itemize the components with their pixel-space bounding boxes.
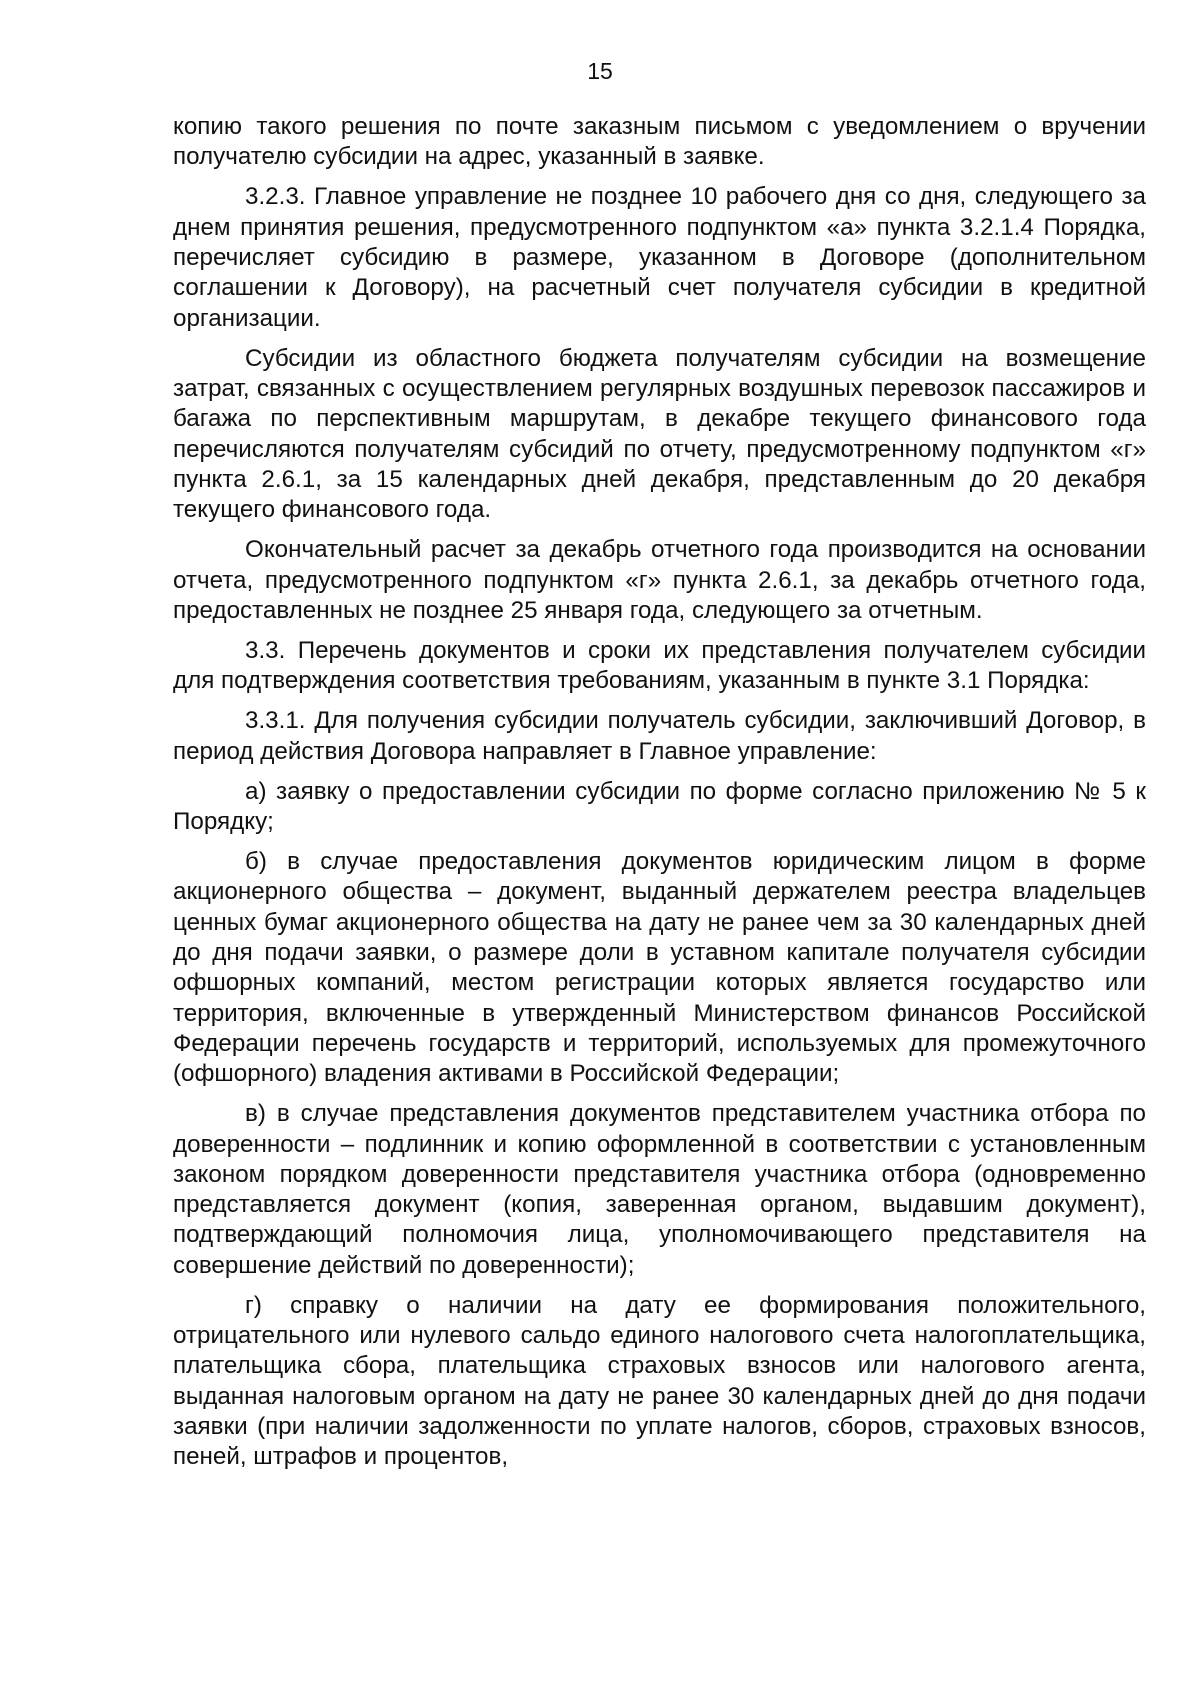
paragraph-3-3: 3.3. Перечень документов и сроки их представления получателем субсидии для подтверждения соответствия требованиям, указанным в пункте 3.1 Порядка: xyxy=(173,636,1146,695)
document-body xyxy=(173,112,1146,1482)
paragraph-final-settlement: Окончательный расчет за декабрь отчетного года производится на основании отчета, предусмотренного подпунктом «г» пункта 2.6.1, за декабрь отчетного года, предоставленных не позднее 25 января года, следующего за отчетным. xyxy=(173,536,1146,624)
list-item-g: г) справку о наличии на дату ее формирования положительного, отрицательного или нулевого сальдо единого налогового счета налогоплательщика, плательщика сбора, плательщика страховых взносов или налогового агента, выданная налоговым органом на дату не ранее 30 календарных дней до дня подачи заявки (при наличии задолженности по уплате налогов, сборов, страховых взносов, пеней, штрафов и процентов, xyxy=(173,1291,1146,1471)
paragraph-december-subsidies: Субсидии из областного бюджета получателям субсидии на возмещение затрат, связанных с осуществлением регулярных воздушных перевозок пассажиров и багажа по перспективным маршрутам, в декабре текущего финансового года перечисляются получателям субсидий по отчету, предусмотренному подпунктом «г» пункта 2.6.1, за 15 календарных дней декабря, представленным до 20 декабря текущего финансового года. xyxy=(173,344,1146,524)
list-item-a: а) заявку о предоставлении субсидии по форме согласно приложению № 5 к Порядку; xyxy=(173,777,1146,836)
page-number: 15 xyxy=(587,58,613,84)
paragraph-continuation: копию такого решения по почте заказным письмом с уведомлением о вручении получателю субсидии на адрес, указанный в заявке. xyxy=(173,113,1146,171)
paragraph-3-3-1: 3.3.1. Для получения субсидии получатель субсидии, заключивший Договор, в период действия Договора направляет в Главное управление: xyxy=(173,707,1146,765)
list-item-b: б) в случае предоставления документов юридическим лицом в форме акционерного общества – документ, выданный держателем реестра владельцев ценных бумаг акционерного общества на дату не ранее чем за 30 календарных дней до дня подачи заявки, о размере доли в уставном капитале получателя субсидии офшорных компаний, местом регистрации которых является государство или территория, включенные в утвержденный Министерством финансов Российской Федерации перечень государств и территорий, используемых для промежуточного (офшорного) владения активами в Российской Федерации; xyxy=(173,848,1146,1088)
paragraph-3-2-3: 3.2.3. Главное управление не позднее 10 рабочего дня со дня, следующего за днем принятия решения, предусмотренного подпунктом «а» пункта 3.2.1.4 Порядка, перечисляет субсидию в размере, указанном в Договоре (дополнительном соглашении к Договору), на расчетный счет получателя субсидии в кредитной организации. xyxy=(173,183,1146,332)
list-item-v: в) в случае представления документов представителем участника отбора по доверенности – подлинник и копию оформленной в соответствии с установленным законом порядком доверенности представителя участника отбора (одновременно представляется документ (копия, заверенная органом, выдавшим документ), подтверждающий полномочия лица, уполномочивающего представителя на совершение действий по доверенности); xyxy=(173,1100,1146,1279)
